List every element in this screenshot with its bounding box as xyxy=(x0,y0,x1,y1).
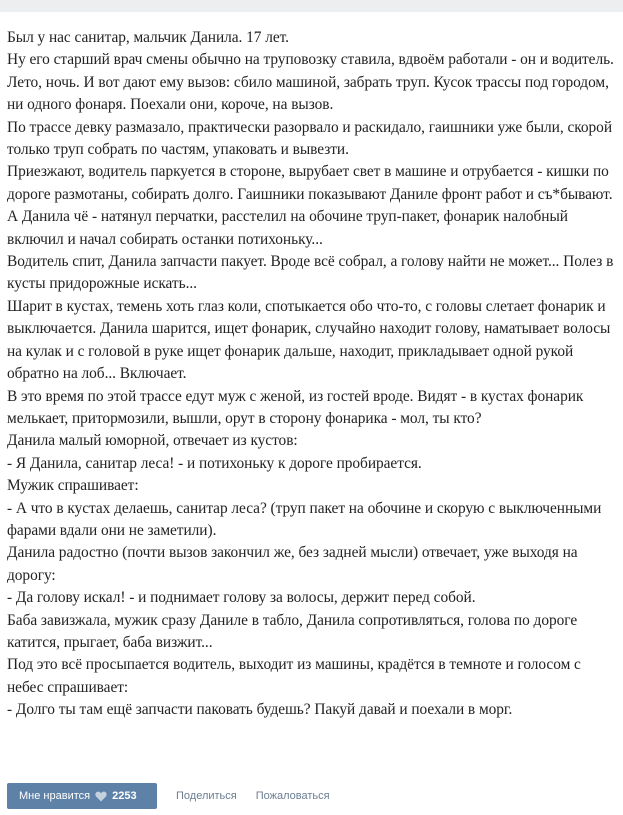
post-paragraph: - Я Данила, санитар леса! - и потихоньку к дороге пробирается. xyxy=(7,454,422,472)
post-paragraph: Шарит в кустах, темень хоть глаз коли, спотыкается обо что-то, с головы слетает фонарик и выключается. Данила шарится, ищет фонарик, случайно находит голову, наматывает волосы на кулак и с головой в руке ищет фонарик дальше, находит, прикладывает одной рукой обратно на лоб... Включает. xyxy=(7,297,611,383)
post-paragraph: Мужик спрашивает: xyxy=(7,477,139,495)
like-count: 2253 xyxy=(112,790,137,802)
post-paragraph: Данила малый юморной, отвечает из кустов: xyxy=(7,432,298,450)
like-button[interactable] xyxy=(7,783,157,809)
post-paragraph: - Долго ты там ещё запчасти паковать будешь? Пакуй давай и поехали в морг. xyxy=(7,701,513,719)
post-paragraph: - А что в кустах делаешь, санитар леса? (труп пакет на обочине и скорую с выключенными фарами вдали они не заметили). xyxy=(7,499,602,539)
share-link[interactable]: Поделиться xyxy=(176,790,237,802)
post-paragraph: По трассе девку размазало, практически разорвало и раскидало, гаишники уже были, скорой только труп собрать по частям, упаковать и вывезти. xyxy=(7,118,613,159)
post-text xyxy=(7,27,619,722)
like-button-label: Мне нравится xyxy=(19,790,91,802)
post-actions xyxy=(7,782,330,810)
top-bar xyxy=(0,0,623,12)
post-paragraph: Баба завизжала, мужик сразу Даниле в табло, Данила сопротивляться, голова по дороге катится, прыгает, баба визжит... xyxy=(7,611,578,651)
post-paragraph: Под это всё просыпается водитель, выходит из машины, крадётся в темноте и голосом с небес спрашивает: xyxy=(7,656,581,696)
post-paragraph: - Да голову искал! - и поднимает голову за волосы, держит перед собой. xyxy=(7,589,476,607)
post-paragraph: Был у нас санитар, мальчик Данила. 17 лет. xyxy=(7,29,289,46)
post-paragraph: Лето, ночь. И вот дают ему вызов: сбило машиной, забрать труп. Кусок трассы под городом, ни одного фонаря. Поехали они, короче, на вызов. xyxy=(7,73,609,114)
report-link[interactable]: Пожаловаться xyxy=(255,790,330,802)
post-paragraph: В это время по этой трассе едут муж с женой, из гостей вроде. Видят - в кустах фонарик мелькает, притормозили, вышли, орут в сторону фонарика - мол, ты кто? xyxy=(7,387,584,427)
post-paragraph: Данила радостно (почти вызов закончил же, без задней мысли) отвечает, уже выходя на дорогу: xyxy=(7,544,578,584)
post-paragraph: Ну его старший врач смены обычно на труповозку ставила, вдвоём работали - он и водитель. xyxy=(7,51,614,69)
heart-icon xyxy=(95,791,107,802)
post-paragraph: Водитель спит, Данила запчасти пакует. Вроде всё собрал, а голову найти не может... Полез в кусты придорожные искать... xyxy=(7,253,614,293)
post-paragraph: Приезжают, водитель паркуется в стороне, вырубает свет в машине и отрубается - кишки по дороге размотаны, собирать долго. Гаишники показывают Даниле фронт работ и съ*бывают. А Данила чё - натянул перчатки, расстелил на обочине труп-пакет, фонарик налобный включил и начал собирать останки потихоньку... xyxy=(7,163,613,248)
